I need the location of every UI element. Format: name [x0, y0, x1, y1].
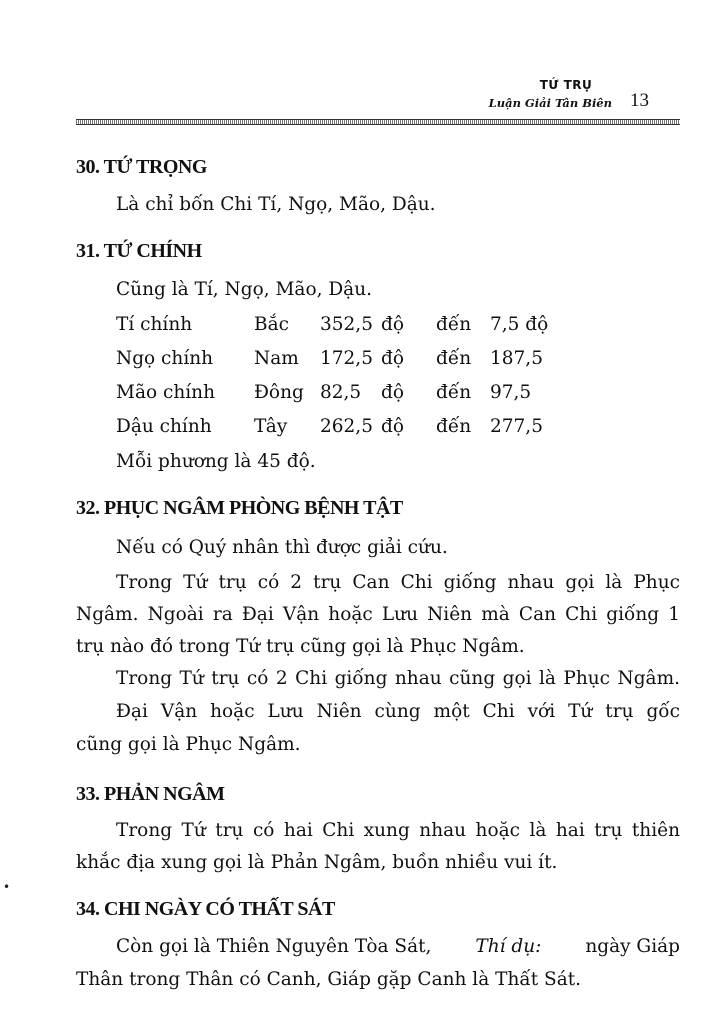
- paragraph-line: Mỗi phương là 45 độ.: [116, 451, 316, 472]
- scan-speck: •: [3, 880, 11, 894]
- table-cell-end: 7,5 độ: [490, 314, 549, 335]
- table-cell-to: đến: [436, 348, 472, 369]
- running-header-subtitle: Luận Giải Tân Biên: [488, 96, 612, 110]
- running-header-title: TỨ TRỤ: [539, 78, 593, 92]
- table-cell-direction: Đông: [254, 382, 304, 403]
- paragraph-line: Cũng là Tí, Ngọ, Mão, Dậu.: [116, 279, 373, 300]
- table-cell-unit: độ: [381, 314, 404, 335]
- paragraph-line: Nếu có Quý nhân thì được giải cứu.: [116, 537, 448, 558]
- paragraph-line: cũng gọi là Phục Ngâm.: [76, 734, 301, 755]
- section-heading-34: 34. CHI NGÀY CÓ THẤT SÁT: [76, 898, 335, 920]
- table-cell-unit: độ: [381, 348, 404, 369]
- table-cell-to: đến: [436, 382, 472, 403]
- table-cell-unit: độ: [381, 382, 404, 403]
- paragraph-line: [116, 936, 680, 957]
- paragraph-line: Đại Vận hoặc Lưu Niên cùng một Chi với Tứ trụ gốc: [116, 701, 680, 722]
- table-cell-start: 262,5: [320, 416, 373, 437]
- text-run: Còn gọi là Thiên Nguyên Tòa Sát,: [116, 936, 432, 957]
- paragraph-line: Thân trong Thân có Canh, Giáp gặp Canh là Thất Sát.: [76, 969, 582, 990]
- paragraph-line: Trong Tứ trụ có hai Chi xung nhau hoặc là hai trụ thiên: [116, 820, 680, 841]
- header-rule: [76, 119, 680, 125]
- table-cell-end: 277,5: [490, 416, 543, 437]
- section-heading-30: 30. TỨ TRỌNG: [76, 156, 207, 178]
- italic-example-label: Thí dụ:: [475, 936, 542, 957]
- paragraph-line: khắc địa xung gọi là Phản Ngâm, buồn nhiều vui ít.: [76, 852, 558, 873]
- table-cell-direction: Tây: [254, 416, 288, 437]
- table-cell-start: 82,5: [320, 382, 362, 403]
- paragraph-line: trụ nào đó trong Tứ trụ cũng gọi là Phục Ngâm.: [76, 636, 525, 657]
- table-cell-start: 172,5: [320, 348, 373, 369]
- table-cell-unit: độ: [381, 416, 404, 437]
- table-cell-to: đến: [436, 416, 472, 437]
- table-cell-name: Mão chính: [116, 382, 216, 403]
- table-cell-direction: Nam: [254, 348, 299, 369]
- paragraph-line: Ngâm. Ngoài ra Đại Vận hoặc Lưu Niên mà Can Chi giống 1: [76, 604, 680, 625]
- table-cell-start: 352,5: [320, 314, 373, 335]
- section-heading-31: 31. TỨ CHÍNH: [76, 240, 202, 262]
- section-heading-33: 33. PHẢN NGÂM: [76, 783, 225, 805]
- paragraph-line: Là chỉ bốn Chi Tí, Ngọ, Mão, Dậu.: [116, 194, 436, 215]
- paragraph-line: Trong Tứ trụ có 2 Chi giống nhau cũng gọi là Phục Ngâm.: [116, 668, 680, 689]
- text-run: ngày Giáp: [585, 936, 680, 957]
- table-cell-end: 187,5: [490, 348, 543, 369]
- page-number: 13: [630, 90, 649, 111]
- table-cell-direction: Bắc: [254, 314, 289, 335]
- paragraph-line: Trong Tứ trụ có 2 trụ Can Chi giống nhau gọi là Phục: [116, 572, 680, 593]
- table-cell-name: Dậu chính: [116, 416, 212, 437]
- table-cell-to: đến: [436, 314, 472, 335]
- section-heading-32: 32. PHỤC NGÂM PHÒNG BỆNH TẬT: [76, 497, 403, 519]
- table-cell-name: Ngọ chính: [116, 348, 214, 369]
- table-cell-name: Tí chính: [116, 314, 193, 335]
- table-cell-end: 97,5: [490, 382, 532, 403]
